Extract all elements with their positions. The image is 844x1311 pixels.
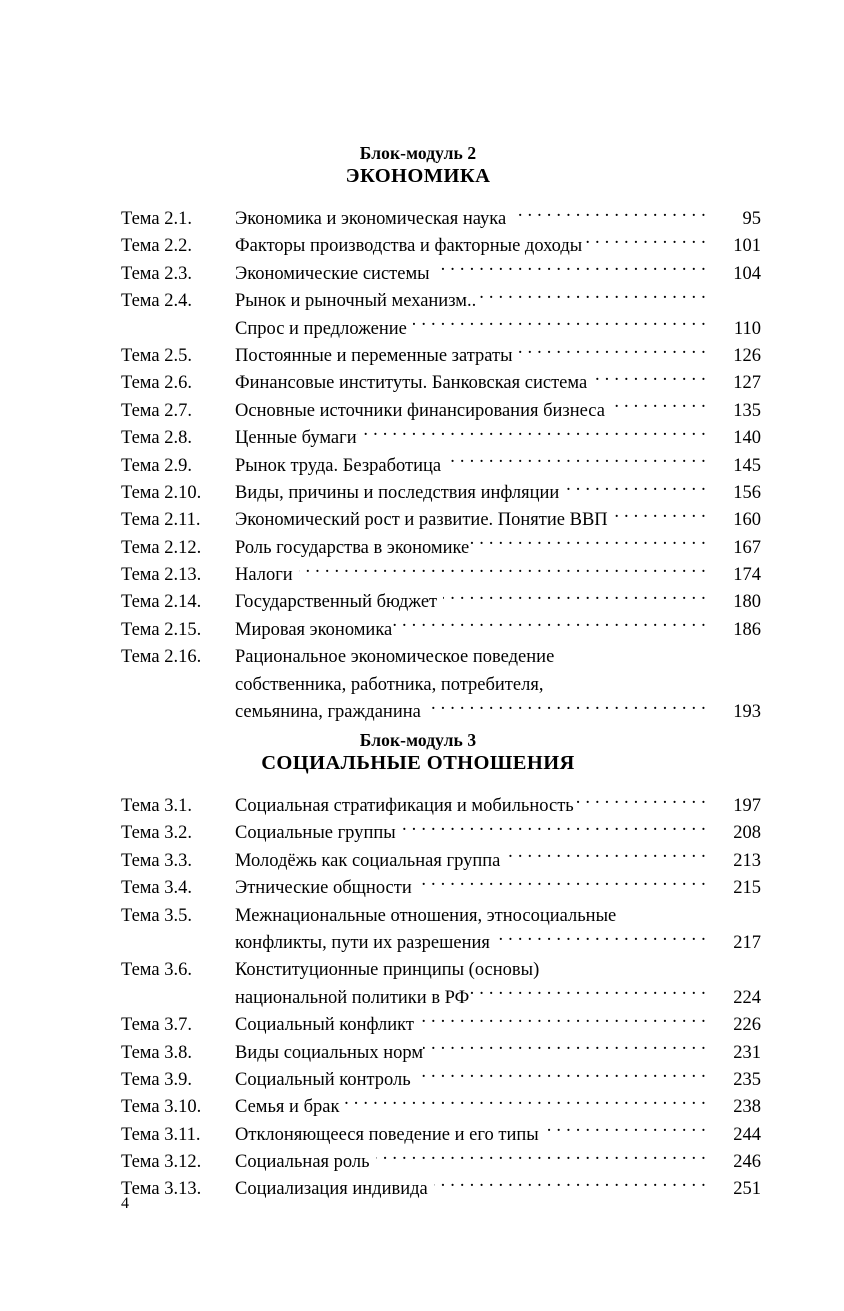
toc-entry-page-number: 197 <box>733 796 761 816</box>
toc-entry-label: Тема 2.2. <box>121 236 192 257</box>
dot-leader <box>418 875 706 893</box>
dot-leader <box>427 699 706 717</box>
toc-entry-label: Тема 3.10. <box>121 1097 202 1118</box>
toc-entry-label: Тема 2.10. <box>121 482 202 503</box>
toc-entry-title: Финансовые институты. Банковская система <box>235 373 588 394</box>
toc-entry-label: Тема 2.7. <box>121 400 192 421</box>
dot-leader <box>434 1176 706 1194</box>
toc-row[interactable] <box>121 903 761 930</box>
toc-entry-body <box>235 1012 709 1039</box>
toc-entry-title: Экономика и экономическая наука <box>235 209 507 229</box>
toc-row[interactable] <box>121 261 761 288</box>
toc-entry-label: Тема 3.4. <box>121 878 192 899</box>
toc-entry-title: Социальная стратификация и мобильность <box>235 796 574 816</box>
toc-entry-page-number: 231 <box>733 1042 761 1063</box>
toc-entry-body <box>235 562 709 589</box>
toc-entry-label: Тема 2.1. <box>121 209 192 229</box>
toc-entry-body <box>235 848 709 875</box>
toc-row[interactable] <box>121 793 761 820</box>
dot-leader <box>469 535 706 553</box>
toc-entry-body <box>235 453 709 480</box>
toc-entry-body <box>235 233 709 260</box>
toc-entry-body <box>235 425 709 452</box>
dot-leader <box>506 848 706 866</box>
toc-row[interactable] <box>121 985 761 1012</box>
dot-leader <box>476 288 706 306</box>
toc-list-economics <box>121 206 761 726</box>
toc-row[interactable] <box>121 699 761 726</box>
toc-entry-label: Тема 2.3. <box>121 263 192 284</box>
dot-leader <box>593 370 706 388</box>
toc-entry-page-number: 104 <box>733 263 761 284</box>
toc-entry-body <box>235 261 709 288</box>
toc-row[interactable] <box>121 535 761 562</box>
toc-entry-body <box>235 398 709 425</box>
dot-leader <box>611 398 706 416</box>
toc-row[interactable] <box>121 930 761 957</box>
toc-row[interactable] <box>121 316 761 343</box>
toc-row[interactable] <box>121 820 761 847</box>
toc-entry-body <box>235 903 709 930</box>
toc-entry-title: Экономический рост и развитие. Понятие ВВП <box>235 510 608 531</box>
toc-entry-body <box>235 589 709 616</box>
dot-leader <box>512 206 706 224</box>
toc-entry-label: Тема 2.13. <box>121 565 202 586</box>
toc-entry-label: Тема 2.15. <box>121 619 202 640</box>
module-heading-economics <box>0 142 844 189</box>
toc-entry-page-number: 193 <box>733 702 761 723</box>
toc-entry-label: Тема 3.1. <box>121 796 192 816</box>
dot-leader <box>436 261 706 279</box>
dot-leader <box>339 1094 706 1112</box>
toc-entry-label: Тема 2.11. <box>121 510 201 531</box>
toc-entry-title: Виды, причины и последствия инфляции <box>235 482 560 503</box>
toc-entry-page-number: 226 <box>733 1015 761 1036</box>
toc-entry-body <box>235 1067 709 1094</box>
toc-entry-page-number: 217 <box>733 932 761 953</box>
toc-entry-title: Рынок и рыночный механизм.. <box>235 291 477 312</box>
toc-entry-body <box>235 644 709 671</box>
toc-entry-page-number: 140 <box>733 428 761 449</box>
toc-entry-page-number: 174 <box>733 565 761 586</box>
toc-entry-label: Тема 2.6. <box>121 373 192 394</box>
toc-entry-title: семьянина, гражданина <box>235 702 421 723</box>
dot-leader <box>413 316 706 334</box>
toc-entry-label: Тема 2.8. <box>121 428 192 449</box>
toc-entry-page-number: 244 <box>733 1124 761 1145</box>
toc-entry-body <box>235 507 709 534</box>
toc-entry-body <box>235 985 709 1012</box>
toc-entry-page-number: 208 <box>733 823 761 844</box>
dot-leader <box>469 985 706 1003</box>
toc-row[interactable] <box>121 617 761 644</box>
dot-leader <box>565 480 706 498</box>
toc-entry-title: Социальная роль <box>235 1152 370 1173</box>
toc-entry-page-number: 167 <box>733 537 761 558</box>
toc-row[interactable] <box>121 233 761 260</box>
toc-entry-page-number: 110 <box>733 318 761 339</box>
toc-entry-body <box>235 343 709 370</box>
toc-entry-title: Налоги <box>235 565 293 586</box>
toc-entry-page-number: 126 <box>733 345 761 366</box>
dot-leader <box>574 793 706 811</box>
toc-row[interactable] <box>121 562 761 589</box>
module-kicker: Блок-модуль 2 <box>359 143 477 163</box>
dot-leader <box>496 930 706 948</box>
toc-entry-page-number: 238 <box>733 1097 761 1118</box>
toc-entry-body <box>235 316 709 343</box>
toc-entry-title: Социализация индивида <box>235 1179 428 1200</box>
toc-entry-body <box>235 1122 709 1149</box>
toc-row[interactable] <box>121 398 761 425</box>
toc-entry-title: Рынок труда. Безработица <box>235 455 442 476</box>
toc-row[interactable] <box>121 848 761 875</box>
toc-entry-title: Мировая экономика <box>235 619 393 640</box>
toc-entry-label: Тема 2.16. <box>121 647 202 668</box>
toc-entry-body <box>235 1149 709 1176</box>
module-title: СОЦИАЛЬНЫЕ ОТНОШЕНИЯ <box>261 752 575 774</box>
toc-row[interactable] <box>121 1149 761 1176</box>
toc-row[interactable] <box>121 875 761 902</box>
toc-entry-page-number: 156 <box>733 482 761 503</box>
toc-entry-label: Тема 2.12. <box>121 537 202 558</box>
module-heading-social-relations <box>0 729 844 776</box>
toc-entry-title: Рациональное экономическое поведение <box>235 647 555 668</box>
toc-entry-label: Тема 2.9. <box>121 455 192 476</box>
toc-entry-title: Ценные бумаги <box>235 428 357 449</box>
dot-leader <box>582 233 706 251</box>
dot-leader <box>376 1149 706 1167</box>
toc-entry-title: Роль государства в экономике <box>235 537 470 558</box>
toc-row[interactable] <box>121 1176 761 1203</box>
toc-entry-label: Тема 3.6. <box>121 960 192 981</box>
toc-entry-title: Постоянные и переменные затраты <box>235 345 513 366</box>
dot-leader <box>392 617 706 635</box>
toc-entry-label: Тема 3.12. <box>121 1152 202 1173</box>
toc-entry-body <box>235 1094 709 1121</box>
toc-row[interactable] <box>121 480 761 507</box>
toc-entry-title: национальной политики в РФ <box>235 987 470 1008</box>
toc-entry-page-number: 127 <box>733 373 761 394</box>
toc-entry-title: Семья и брак <box>235 1097 340 1118</box>
toc-entry-title: Социальный контроль <box>235 1069 411 1090</box>
toc-entry-body <box>235 206 709 233</box>
toc-entry-title: Отклоняющееся поведение и его типы <box>235 1124 539 1145</box>
toc-row[interactable] <box>121 288 761 315</box>
dot-leader <box>420 1012 706 1030</box>
toc-entry-title: конфликты, пути их разрешения <box>235 932 490 953</box>
toc-entry-label: Тема 3.8. <box>121 1042 192 1063</box>
toc-entry-body <box>235 930 709 957</box>
toc-row[interactable] <box>121 425 761 452</box>
toc-entry-body <box>235 617 709 644</box>
toc-entry-title: Молодёжь как социальная группа <box>235 850 501 871</box>
toc-entry-label: Тема 3.11. <box>121 1124 201 1145</box>
toc-entry-page-number: 101 <box>733 236 761 257</box>
toc-entry-page-number: 135 <box>733 400 761 421</box>
toc-entry-page-number: 95 <box>742 209 761 229</box>
dot-leader <box>519 343 706 361</box>
toc-row[interactable] <box>121 370 761 397</box>
toc-entry-label: Тема 3.7. <box>121 1015 192 1036</box>
toc-row[interactable] <box>121 672 761 699</box>
dot-leader <box>299 562 706 580</box>
toc-row[interactable] <box>121 453 761 480</box>
toc-entry-label: Тема 3.2. <box>121 823 192 844</box>
toc-row[interactable] <box>121 1067 761 1094</box>
toc-entry-title: Спрос и предложение <box>235 318 407 339</box>
page-folio: 4 <box>121 1195 129 1212</box>
toc-row[interactable] <box>121 1040 761 1067</box>
toc-entry-body <box>235 875 709 902</box>
module-title: ЭКОНОМИКА <box>345 165 491 187</box>
toc-row[interactable] <box>121 1012 761 1039</box>
toc-entry-body <box>235 793 709 820</box>
toc-entry-body <box>235 699 709 726</box>
toc-entry-title: Социальные группы <box>235 823 396 844</box>
toc-row[interactable] <box>121 343 761 370</box>
toc-entry-label: Тема 3.5. <box>121 905 192 926</box>
toc-entry-label: Тема 2.5. <box>121 345 192 366</box>
toc-row[interactable] <box>121 644 761 671</box>
toc-entry-page-number: 180 <box>733 592 761 613</box>
toc-list-social-relations <box>121 793 761 1204</box>
toc-row[interactable] <box>121 1094 761 1121</box>
toc-entry-page-number: 215 <box>733 878 761 899</box>
toc-entry-body <box>235 820 709 847</box>
dot-leader <box>357 425 706 443</box>
toc-entry-title: Основные источники финансирования бизнеса <box>235 400 605 421</box>
toc-entry-label: Тема 2.4. <box>121 291 192 312</box>
toc-entry-page-number: 251 <box>733 1179 761 1200</box>
toc-entry-body <box>235 535 709 562</box>
toc-entry-title: Виды социальных норм <box>235 1042 424 1063</box>
toc-entry-page-number: 224 <box>733 987 761 1008</box>
dot-leader <box>608 507 706 525</box>
toc-entry-title: Факторы производства и факторные доходы <box>235 236 583 257</box>
toc-entry-body <box>235 1176 709 1203</box>
module-kicker: Блок-модуль 3 <box>359 730 477 750</box>
toc-row[interactable] <box>121 206 761 233</box>
toc-entry-label: Тема 3.9. <box>121 1069 192 1090</box>
toc-entry-body <box>235 672 709 699</box>
toc-entry-label: Тема 3.3. <box>121 850 192 871</box>
toc-row[interactable] <box>121 1122 761 1149</box>
toc-entry-page-number: 213 <box>733 850 761 871</box>
dot-leader <box>447 453 706 471</box>
dot-leader <box>423 1040 706 1058</box>
toc-entry-body <box>235 288 709 315</box>
dot-leader <box>443 589 706 607</box>
toc-entry-body <box>235 957 709 984</box>
toc-entry-label: Тема 2.14. <box>121 592 202 613</box>
dot-leader <box>396 820 706 838</box>
dot-leader <box>545 1122 706 1140</box>
toc-entry-title: Государственный бюджет <box>235 592 438 613</box>
toc-entry-page-number: 235 <box>733 1069 761 1090</box>
toc-entry-body <box>235 370 709 397</box>
toc-entry-title: Социальный конфликт <box>235 1015 414 1036</box>
toc-entry-title: собственника, работника, потребителя, <box>235 674 544 695</box>
toc-entry-title: Межнациональные отношения, этносоциальные <box>235 905 617 926</box>
toc-entry-page-number: 186 <box>733 619 761 640</box>
toc-entry-page-number: 160 <box>733 510 761 531</box>
toc-entry-title: Этнические общности <box>235 878 412 899</box>
toc-entry-body <box>235 480 709 507</box>
toc-entry-page-number: 246 <box>733 1152 761 1173</box>
toc-entry-title: Конституционные принципы (основы) <box>235 960 540 981</box>
toc-row[interactable] <box>121 507 761 534</box>
toc-entry-label: Тема 3.13. <box>121 1179 202 1200</box>
toc-row[interactable] <box>121 957 761 984</box>
toc-entry-title: Экономические системы <box>235 263 430 284</box>
toc-row[interactable] <box>121 589 761 616</box>
dot-leader <box>417 1067 706 1085</box>
toc-entry-page-number: 145 <box>733 455 761 476</box>
toc-entry-body <box>235 1040 709 1067</box>
